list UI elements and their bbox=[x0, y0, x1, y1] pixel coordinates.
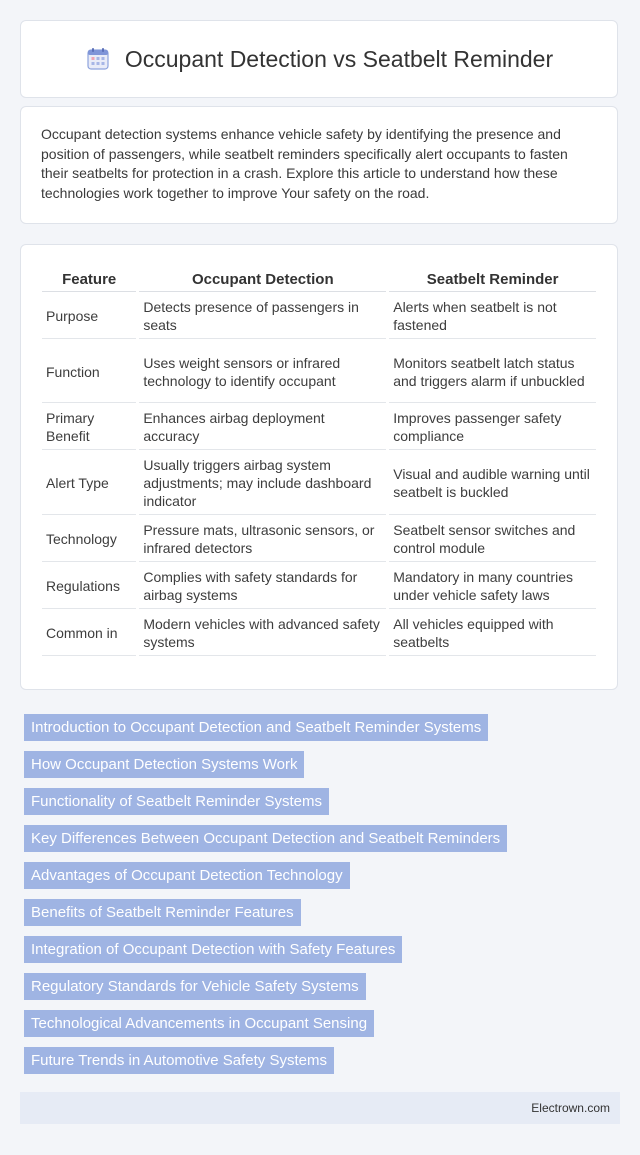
table-row bbox=[42, 517, 596, 562]
page-title: Occupant Detection vs Seatbelt Reminder bbox=[124, 45, 554, 72]
table-row bbox=[42, 294, 596, 339]
table-of-contents bbox=[24, 714, 620, 1084]
toc-link-technological-advancements[interactable]: Technological Advancements in Occupant Sensing bbox=[24, 1010, 374, 1037]
occupant-detection-cell: Modern vehicles with advanced safety systems bbox=[139, 611, 386, 656]
occupant-detection-cell: Detects presence of passengers in seats bbox=[139, 294, 386, 339]
feature-cell: Primary Benefit bbox=[42, 405, 136, 450]
toc-link-integration[interactable]: Integration of Occupant Detection with Safety Features bbox=[24, 936, 402, 963]
footer-site-name: Electrown.com bbox=[531, 1101, 610, 1115]
table-row bbox=[42, 341, 596, 403]
column-header-seatbelt-reminder: Seatbelt Reminder bbox=[389, 265, 596, 292]
occupant-detection-cell: Complies with safety standards for airbag systems bbox=[139, 564, 386, 609]
occupant-detection-cell: Uses weight sensors or infrared technology to identify occupant bbox=[139, 341, 386, 403]
seatbelt-reminder-cell: Seatbelt sensor switches and control module bbox=[389, 517, 596, 562]
column-header-occupant-detection: Occupant Detection bbox=[139, 265, 386, 292]
intro-paragraph: Occupant detection systems enhance vehicle safety by identifying the presence and position of passengers, while seatbelt reminders specifically alert occupants to fasten their seatbelts for protection in a crash. Explore this article to understand how these technologies work together to improve Your safety on the road. bbox=[41, 126, 568, 201]
toc-link-key-differences[interactable]: Key Differences Between Occupant Detection and Seatbelt Reminders bbox=[24, 825, 507, 852]
toc-link-how-occupant-detection-works[interactable]: How Occupant Detection Systems Work bbox=[24, 751, 304, 778]
column-header-feature: Feature bbox=[42, 265, 136, 292]
toc-link-seatbelt-reminder-functionality[interactable]: Functionality of Seatbelt Reminder Systems bbox=[24, 788, 329, 815]
seatbelt-reminder-cell: All vehicles equipped with seatbelts bbox=[389, 611, 596, 656]
occupant-detection-cell: Usually triggers airbag system adjustments; may include dashboard indicator bbox=[139, 452, 386, 515]
calendar-grid-icon bbox=[85, 46, 111, 72]
table-row bbox=[42, 452, 596, 515]
toc-link-benefits[interactable]: Benefits of Seatbelt Reminder Features bbox=[24, 899, 301, 926]
occupant-detection-cell: Enhances airbag deployment accuracy bbox=[139, 405, 386, 450]
feature-cell: Regulations bbox=[42, 564, 136, 609]
comparison-table bbox=[39, 263, 599, 658]
toc-link-future-trends[interactable]: Future Trends in Automotive Safety Systems bbox=[24, 1047, 334, 1074]
feature-cell: Function bbox=[42, 341, 136, 403]
seatbelt-reminder-cell: Alerts when seatbelt is not fastened bbox=[389, 294, 596, 339]
table-header-row bbox=[42, 265, 596, 292]
table-row bbox=[42, 564, 596, 609]
comparison-table-card bbox=[20, 244, 618, 690]
feature-cell: Purpose bbox=[42, 294, 136, 339]
title-wrap bbox=[85, 46, 553, 73]
intro-card bbox=[20, 106, 618, 224]
seatbelt-reminder-cell: Mandatory in many countries under vehicle safety laws bbox=[389, 564, 596, 609]
toc-link-regulatory-standards[interactable]: Regulatory Standards for Vehicle Safety Systems bbox=[24, 973, 366, 1000]
header-card bbox=[20, 20, 618, 98]
seatbelt-reminder-cell: Visual and audible warning until seatbelt is buckled bbox=[389, 452, 596, 515]
feature-cell: Common in bbox=[42, 611, 136, 656]
feature-cell: Alert Type bbox=[42, 452, 136, 515]
footer bbox=[20, 1092, 620, 1124]
seatbelt-reminder-cell: Improves passenger safety compliance bbox=[389, 405, 596, 450]
table-row bbox=[42, 611, 596, 656]
feature-cell: Technology bbox=[42, 517, 136, 562]
seatbelt-reminder-cell: Monitors seatbelt latch status and triggers alarm if unbuckled bbox=[389, 341, 596, 403]
toc-link-advantages[interactable]: Advantages of Occupant Detection Technology bbox=[24, 862, 350, 889]
occupant-detection-cell: Pressure mats, ultrasonic sensors, or infrared detectors bbox=[139, 517, 386, 562]
toc-link-introduction[interactable]: Introduction to Occupant Detection and Seatbelt Reminder Systems bbox=[24, 714, 488, 741]
table-row bbox=[42, 405, 596, 450]
